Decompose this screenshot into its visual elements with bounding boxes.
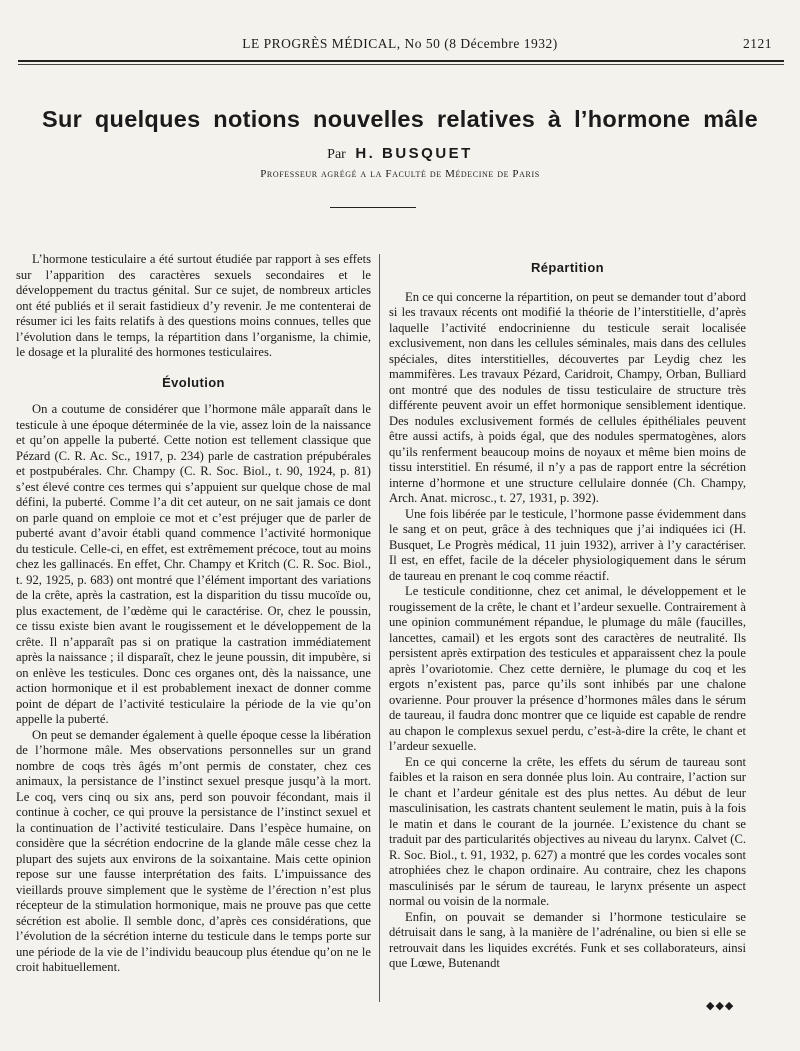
author-name: H. BUSQUET [355, 145, 473, 162]
header-rule-thin [18, 64, 784, 65]
continuation-ornament: ◆◆◆ [706, 999, 735, 1012]
repartition-paragraph-4: En ce qui concerne la crête, les effets du sérum de taureau sont faibles et la raison en sera donnée plus loin. Au contraire, l’action sur le chant et l’ardeur génitale est des plus nettes. Au début de leur masculinisation, les castrats chantent seulement le matin, puis à la fois le matin et dans le courant de la journée. L’existence du chant se traduit par des particularités objectives au niveau du larynx. Calvet (C. R. Soc. Biol., t. 91, 1932, p. 627) a montré que les cordes vocales sont atrophiées chez le chapon ordinaire. Au contraire, chez les chapons masculinisés par le sérum de taureau, le larynx présente un aspect normal ou voisin de la normale. [389, 754, 746, 908]
running-title: LE PROGRÈS MÉDICAL, No 50 (8 Décembre 1932) [242, 36, 558, 51]
header-rule [18, 60, 784, 62]
right-column [389, 260, 746, 972]
column-divider [379, 254, 380, 1002]
evolution-paragraph-2: On peut se demander également à quelle époque cesse la libération de l’hormone mâle. Mes observations personnelles sur un grand nombre de coqs très âgés m’ont permis de constater, chez ces animaux, la persistance de l’instinct sexuel presque jusqu’à la mort. Le coq, vers cinq ou six ans, perd son pouvoir fécondant, mais il continue à cocher, ce qui prouve la persistance de l’instinct sexuel et la continuation de l’activité testiculaire. Dans l’espèce humaine, on considère que la sécrétion endocrine de la glande mâle cesse chez la plupart des sujets aux environs de la soixantaine. Mais cette opinion repose sur une fausse interprétation des faits. L’impuissance des vieillards prouve simplement que le système de l’érection n’est plus récepteur de la stimulation hormonique, mais ne prouve pas que cette sécrétion est abolie. Il semble donc, d’après ces considérations, que l’évolution de la sécrétion interne du testicule dans le temps porte sur une période de la vie de l’individu beaucoup plus étendue qu’on ne le croit habituellement. [16, 727, 371, 974]
byline [0, 145, 800, 163]
section-heading-repartition: Répartition [530, 260, 604, 275]
repartition-paragraph-2: Une fois libérée par le testicule, l’hormone passe évidemment dans le sang et on peut, grâce à des techniques que j’ai indiquées ici (H. Busquet, Le Progrès médical, 11 juin 1932), arriver à l’y caractériser. Il est, en effet, facile de la déceler physiologiquement dans le sérum de taureau en prenant le coq comme réactif. [389, 506, 746, 583]
repartition-paragraph-5: Enfin, on pouvait se demander si l’hormone testiculaire se détruisait dans le sang, à la manière de l’adrénaline, ou bien si elle se retrouvait dans les liquides excrétés. Funk et ses collaborateurs, ainsi que Lœwe, Butenandt [389, 909, 746, 970]
left-column [16, 252, 371, 976]
author-affiliation: Professeur agrégé a la Faculté de Médecine de Paris [260, 168, 540, 180]
evolution-paragraph-1: On a coutume de considérer que l’hormone mâle apparaît dans le testicule à une époque déterminée de la vie, assez loin de la naissance et qu’on appelle la puberté. Cette notion est tellement classique que Pézard (C. R. Ac. Sc., 1917, p. 234) parle de castration prépubérales et postpubérales. Chr. Champy (C. R. Soc. Biol., t. 90, 1924, p. 81) s’est élevé contre ces termes qui s’appuient sur quelque chose de mal défini, la puberté. Comme l’a dit cet auteur, on ne sait jamais ce dont on parle quand on emploie ce mot et c’est préjuger que de parler de puberté avant d’avoir établi quand commence l’activité hormonique du testicule. Celle-ci, en effet, est extrêmement précoce, tout au moins chez les gallinacés. En effet, Chr. Champy et Kritch (C. R. Soc. Biol., t. 92, 1925, p. 683) ont montré que l’élément important des variations de la crête, après la castration, est la disparition du tissu mucoïde ou, plus exactement, de l’œdème qui le caractérise. Or, chez le poussin, ce tissu existe bien avant le rougissement et le développement de la crête. Il n’apparaît pas si on pratique la castration immédiatement après la naissance ; il disparaît, chez le jeune poussin, dit impubère, si on enlève les testicules. Donc ces organes ont, dès la naissance, une action hormonique et il est probablement inexact de donner comme point de départ de l’activité testiculaire la période de la vie qu’on appelle la puberté. [16, 402, 371, 726]
byline-prefix: Par [327, 147, 346, 162]
page-number: 2121 [743, 36, 772, 51]
title-separator [330, 207, 416, 208]
intro-paragraph: L’hormone testiculaire a été surtout étudiée par rapport à ses effets sur l’apparition des caractères sexuels secondaires et le développement du tractus génital. Sur ce sujet, de nombreux articles ont été publiés et il serait fastidieux d’y revenir. Je me contenterai de résumer ici les faits relatifs à des questions moins connues, telles que l’évolution dans le temps, la répartition dans l’organisme, la chimie, le dosage et la pluralité des hormones testiculaires. [16, 252, 371, 359]
repartition-paragraph-1: En ce qui concerne la répartition, on peut se demander tout d’abord si les travaux récents ont modifié la théorie de l’interstitielle, d’après laquelle l’activité endocrinienne du testicule serait localisée exclusivement, non dans les cellules séminales, mais dans des cellules spéciales, dites interstitielles, découvertes par Leydig chez les mammifères. Les travaux Pézard, Caridroit, Champy, Orban, Bulliard ont montré que des nodules de tissu testiculaire de structure très différente peuvent avoir un effet hormonique sensiblement identique. Des nodules exclusivement formés de cellules épithéliales peuvent être aussi actifs, à poids égal, que des nodules spermatogènes, alors qu’ils renferment beaucoup moins de noyaux et même bien moins de tissu interstitiel. En résumé, il n’y a pas de rapport entre la sécrétion interne d’hormone et une structure cellulaire donnée (Ch. Champy, Arch. Anat. microsc., t. 27, 1931, p. 392). [389, 289, 746, 505]
article-title: Sur quelques notions nouvelles relatives à l’hormone mâle [42, 106, 758, 132]
repartition-paragraph-3: Le testicule conditionne, chez cet animal, le développement et le rougissement de la crête, le chant et l’ardeur sexuelle. Contrairement à une opinion communément répandue, le plumage du mâle (faucilles, lancettes, camail) et les ergots sont des caractères de neutralité. Ils persistent après extirpation des testicules et apparaissent chez la poule après l’ovariotomie. Chez cette dernière, le plumage du coq et les ergots n’existent pas, parce qu’ils sont inhibés par une chalone ovarienne. Pour prouver la présence d’hormones mâles dans le sérum de taureau, il faudra donc montrer que ce liquide est capable de rendre au chapon le complexus sexuel perdu, c’est-à-dire la crête, le chant et l’ardeur sexuelle. [389, 584, 746, 753]
running-head [20, 36, 780, 56]
section-heading-evolution: Évolution [162, 374, 225, 390]
